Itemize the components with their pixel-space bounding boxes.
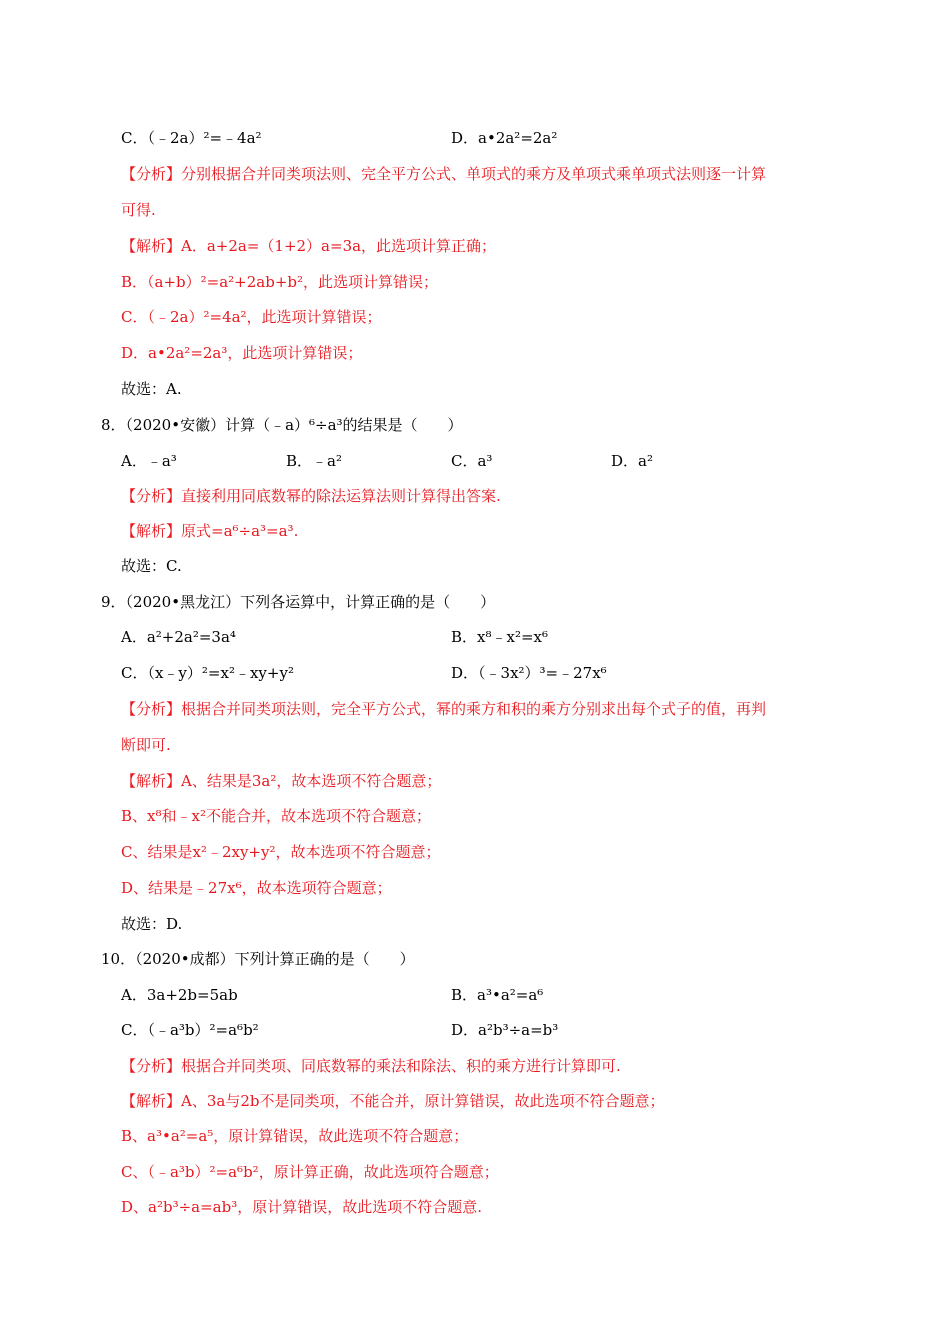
- q7-solution-a: 【解析】A．a+2a=（1+2）a=3a，此选项计算正确；: [121, 237, 497, 255]
- q9-option-a: A．a²+2a²=3a⁴: [121, 628, 236, 646]
- q8-option-c: C．a³: [451, 452, 493, 470]
- q9-stem: 9．（2020•黑龙江）下列各运算中，计算正确的是（ ）: [101, 593, 496, 611]
- q8-option-b: B．﹣a²: [286, 452, 342, 470]
- q9-solution-c: C、结果是x²﹣2xy+y²，故本选项不符合题意；: [121, 843, 441, 861]
- q8-analysis: 【分析】直接利用同底数幂的除法运算法则计算得出答案.: [121, 487, 501, 505]
- q10-solution-c: C、（﹣a³b）²=a⁶b²，原计算正确，故此选项符合题意；: [121, 1163, 499, 1181]
- q7-solution-b: B．（a+b）²=a²+2ab+b²，此选项计算错误；: [121, 273, 439, 291]
- q7-option-d: D．a•2a²=2a²: [451, 129, 558, 147]
- q8-stem: 8．（2020•安徽）计算（﹣a）⁶÷a³的结果是（ ）: [101, 416, 463, 434]
- q9-solution-a: 【解析】A、结果是3a²，故本选项不符合题意；: [121, 772, 442, 790]
- q8-answer: 故选：C.: [121, 557, 182, 575]
- q10-solution-a: 【解析】A、3a与2b不是同类项，不能合并，原计算错误，故此选项不符合题意；: [121, 1092, 665, 1110]
- q9-solution-d: D、结果是﹣27x⁶，故本选项符合题意；: [121, 879, 392, 897]
- q9-analysis-line2: 断即可.: [121, 736, 171, 754]
- q7-solution-c: C．（﹣2a）²=4a²，此选项计算错误；: [121, 308, 382, 326]
- q9-option-d: D．（﹣3x²）³=﹣27x⁶: [451, 664, 607, 682]
- q7-analysis-line1: 【分析】分别根据合并同类项法则、完全平方公式、单项式的乘方及单项式乘单项式法则逐一计算: [121, 165, 767, 183]
- q10-solution-b: B、a³•a²=a⁵，原计算错误，故此选项不符合题意；: [121, 1127, 469, 1145]
- q8-option-a: A．﹣a³: [121, 452, 177, 470]
- q9-solution-b: B、x⁸和﹣x²不能合并，故本选项不符合题意；: [121, 807, 431, 825]
- q10-analysis: 【分析】根据合并同类项、同底数幂的乘法和除法、积的乘方进行计算即可.: [121, 1057, 621, 1075]
- q7-analysis-line2: 可得.: [121, 201, 156, 219]
- q9-answer: 故选：D.: [121, 915, 183, 933]
- q9-analysis-line1: 【分析】根据合并同类项法则，完全平方公式，幂的乘方和积的乘方分别求出每个式子的值，再判: [121, 700, 767, 718]
- q10-option-c: C．（﹣a³b）²=a⁶b²: [121, 1021, 259, 1039]
- q8-option-d: D．a²: [611, 452, 653, 470]
- q10-option-d: D．a²b³÷a=b³: [451, 1021, 559, 1039]
- q7-answer: 故选：A.: [121, 380, 182, 398]
- q10-stem: 10．（2020•成都）下列计算正确的是（ ）: [101, 950, 415, 968]
- q9-option-c: C．（x﹣y）²=x²﹣xy+y²: [121, 664, 294, 682]
- q8-solution: 【解析】原式=a⁶÷a³=a³.: [121, 522, 299, 540]
- q9-option-b: B．x⁸﹣x²=x⁶: [451, 628, 549, 646]
- q7-solution-d: D．a•2a²=2a³，此选项计算错误；: [121, 344, 363, 362]
- q7-option-c: C．（﹣2a）²=﹣4a²: [121, 129, 262, 147]
- q10-option-a: A．3a+2b=5ab: [121, 986, 238, 1004]
- q10-option-b: B．a³•a²=a⁶: [451, 986, 544, 1004]
- q10-solution-d: D、a²b³÷a=ab³，原计算错误，故此选项不符合题意.: [121, 1198, 483, 1216]
